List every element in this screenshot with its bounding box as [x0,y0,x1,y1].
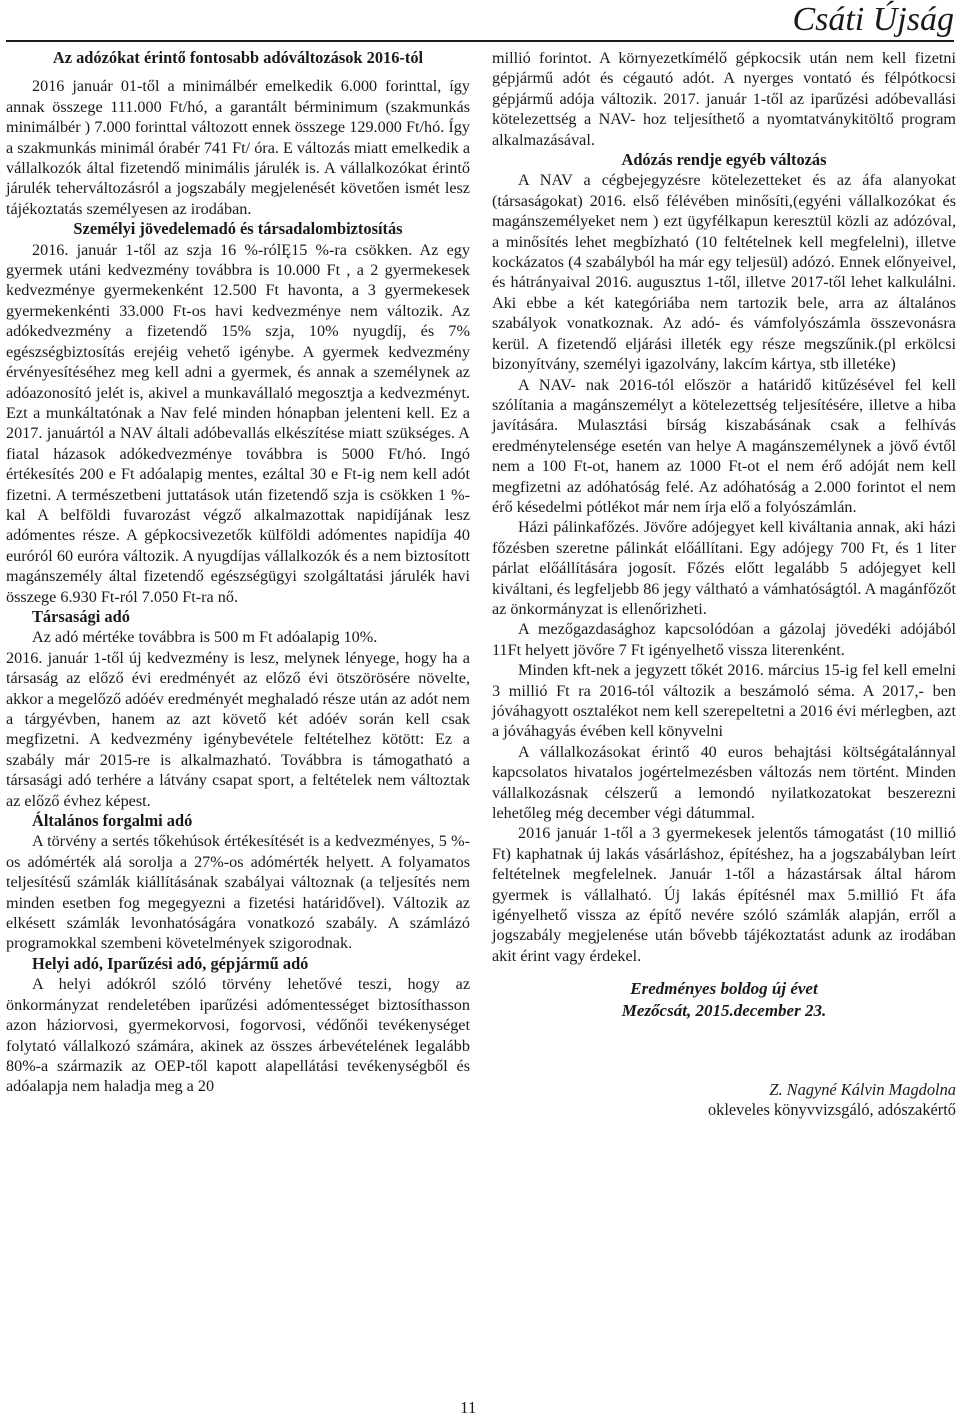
tarsasagi-paragraph-1: Az adó mértéke továbbra is 500 m Ft adóalapig 10%. [32,628,378,647]
helyi-ado-heading: Helyi adó, Iparűzési adó, gépjármű adó [32,953,309,973]
szja-heading: Személyi jövedelemadó és társadalombiztosítás [73,219,403,239]
adozas-rendje-paragraph-1: A NAV a cégbejegyzésre kötelezetteket és az áfa alanyokat (társaságokat) 2016. első félévében minősíti,(egyéni vállalkozókat és magánszemélyeket nem ) ezt ügyfélkapun keresztül közli az adózóval, a minősítés lehet megbízható (10 feltételnek kell megfelelni), illetve kockázatos (4 szabályból ha már egy teljesül) adózó. Ennek előnyeivel, és hátrányaival 2016. augusztus 1-től, illetve 2017-től lehet kalkulálni. Aki ebbe a két kategóriába nem tartozik bele, arra az általános szabályok vonatkoznak. Az adó- és vámfolyószámla összevonásra kerül. A fizetendő eljárási illeték egy része megszűnik.(pl erkölcsi bizonyítvány, személyi igazolvány, lakcím kártya, stb illetéke) [492,171,956,374]
page-number: 11 [460,1398,477,1417]
intro-paragraph: 2016 január 01-től a minimálbér emelkedik 6.000 forinttal, így annak összege 111.000 Ft/hó, a garantált bérminimum (szakmunkás minimálbér ) 7.000 forinttal változott ennek összege 129.000 Ft/hó. Így a szakmunkás minimál órabér 741 Ft/ óra. E változás miatt emelkedik a vállalkozók által fizetendő minimális járulék is. A vállalkozókat érintő járulék teherváltozásról a jogszabály megjelenését követően ismét lesz tájékoztatás személyesen az irodában. [6,77,470,218]
tarsasagi-heading: Társasági adó [32,606,130,626]
article-headline: Az adózókat érintő fontosabb adóváltozások 2016-tól [52,48,424,67]
signature-title: okleveles könyvvizsgáló, adószakértő [707,1100,956,1120]
afa-heading: Általános forgalmi adó [32,811,193,831]
left-column [6,48,470,1097]
tarsasagi-paragraph-2: 2016. január 1-től új kedvezmény is lesz, melynek lényege, hogy ha a társaság az előző évi eredményét az előző évi ötszörösére növelte, akkor a megelőző adóév eredményét meghaladó része után az adót nem a tárgyévben, hanem az azt követő két adóév során kell csak megfizetni. A kedvezmény igénybevétele feltételhez kötött: Ez a szabály már 2015-re is alkalmazható. Továbbra is támogatható a társasági adó terhére a látvány csapat sport, a feltételek nem változtak az előző évhez képest. [6,648,470,810]
closing-greeting: Eredményes boldog új évet [630,979,818,999]
adozas-rendje-paragraph-2: A NAV- nak 2016-tól először a határidő kitűzésével fel kell szólítania a magánszemélyt a kötelezettség teljesítésére, illetve a hiba javítására. Mulasztási bírság kiszabásának csak a felhívás eredménytelensége esetén van helye A magánszemélynek a jövő évtől nem a 100 Ft-ot, hanem az 1000 Ft-ot el nem érő adóját nem kell megfizetni az adóhatóság felé. Az adóhatóság a 2.000 forintot el nem érő késedelmi pótlékot már nem írja elő a folyószámlán. [492,375,956,516]
koltsegatalany-paragraph: A vállalkozásokat érintő 40 euros behajtási költségátalánnyal kapcsolatos hivatalos jogértelmezésben változás nem történt. Minden vállalkozásnak célszerű a lemondó nyilatkozatokat beszerezni lehetőleg még december végi dátummal. [492,742,956,823]
gazolaj-paragraph: A mezőgazdasághoz kapcsolódóan a gázolaj jövedéki adójából 11Ft helyett jövőre 7 Ft igényelhető vissza literenként. [492,620,956,659]
afa-paragraph: A törvény a sertés tőkehúsok értékesítését is a kedvezményes, 5 %-os adómérték alá sorolja a 27%-os adómérték helyett. A folyamatos teljesítésű számlák kiállításának szabályai változnak (a teljesítés nem minden esetben fog megegyezni a fizetési határidővel). Változik az elkésett számlák levonhatóságára vonatkozó szabály. A számlázó programokkal szembeni követelmények szigorodnak. [6,832,470,953]
signature-block [492,1080,956,1120]
signature-name: Z. Nagyné Kálvin Magdolna [769,1080,956,1100]
adozas-rendje-heading: Adózás rendje egyéb változás [621,150,827,170]
helyi-ado-paragraph: A helyi adókról szóló törvény lehetővé teszi, hogy az önkormányzat rendeletében iparűzési adómentességet biztosíthasson azon háziorvosi, gyermekorvosi, fogorvosi, védőnői tevékenységet folytató vállalkozó számára, akinek az összes árbevételének legalább 80%-a származik az OEP-től kapott alapellátási tevékenységből és adóalapja nem haladja meg a 20 [6,975,470,1096]
gyermekesek-paragraph: 2016 január 1-től a 3 gyermekesek jelentős támogatást (10 millió Ft) kaphatnak új lakás vásárláshoz, építéshez, ha a jogszabályban leírt feltételnek megfelelnek. Január 1-től a házastársak által három gyermek is vállalható. Új lakás építésnél max 5.millió Ft áfa igényelhető vissza az építő nevére szóló számlák alapján, erről a jogszabály megjelenése után bővebb tájékoztatást adunk az irodában akit érint vagy érdekel. [492,824,956,965]
szja-paragraph: 2016. január 1-től az szja 16 %-rólĘ15 %-ra csökken. Az egy gyermek utáni kedvezmény továbbra is 10.000 Ft , a 2 gyermekesek kedvezménye gyermekenként 12.500 Ft havonta, a 3 gyermekesek gyermekenkénti 33.000 Ft-os havi kedvezménye nem változik. Az adókedvezmény a fizetendő 15% szja, 10% nyugdíj, és 7% egészségbiztosítás erejéig vehető igénybe. A gyermek kedvezmény érvényesítéséhez meg kell adni a gyermek, és annak a személynek az adóazonosító jelét is, akivel a munkavállaló megosztja a kedvezményt. Ezt a munkáltatónak a Nav felé minden hónapban jelenteni kell. Ez a 2017. januártól a NAV általi adóbevallás elkészítése miatt szükséges. A fiatal házasok adókedvezménye továbbra is 5000 Ft/hó. Ingó értékesítés 200 e Ft adóalapig mentes, ezáltal 30 e Ft-ig nem kell adót fizetni. A természetbeni juttatások után fizetendő szja is csökken 1 %-kal A belföldi fuvarozást végző alkalmazottak napidíjának lesz adómentes része. A gépkocsivezetők külföldi adómentes napidíja 40 euróról 60 euróra változik. A nyugdíjas vállalkozók és a nem biztosított magánszemély által fizetendő egészségügyi szolgáltatási járulék havi összege 6.930 Ft-ról 7.050 Ft-ra nő. [6,240,470,606]
right-column [492,48,956,1120]
header-rule [6,40,954,42]
continuation-paragraph: millió forintot. A környezetkímélő gépkocsik után nem kell fizetni gépjármű adót és cégautó adót. A nyerges vontató és félpótkocsi gépjármű adója változik. 2017. január 1-től az iparűzési adóbevallási kötelezettség a NAV- hoz teljesíthető a nyomtatványkitöltő program alkalmazásával. [492,49,956,149]
kft-paragraph: Minden kft-nek a jegyzett tőkét 2016. március 15-ig fel kell emelni 3 millió Ft ra 2016-tól változik a beszámoló séma. A 2017,- ben jóváhagyott osztalékot nem kell szerepeltetni a 2016 évi mérlegben, azt a jóváhagyás évében kell könyvelni [492,661,956,741]
publication-title: Csáti Újság [792,1,954,38]
closing-wishes [492,978,956,1022]
closing-place-date: Mezőcsát, 2015.december 23. [621,1001,827,1021]
palinka-paragraph: Házi pálinkafőzés. Jövőre adójegyet kell kiváltania annak, aki házi főzésben szeretne pálinkát előállítani. Egy adójegy 700 Ft, és 1 liter párlat előállítására jogosít. Főzés előtt legalább 5 adójegyet kell kiváltani, és legfeljebb 86 jegy váltható a vámhatóságtól. A magánfőzőt az önkormányzat is ellenőrizheti. [492,518,956,618]
